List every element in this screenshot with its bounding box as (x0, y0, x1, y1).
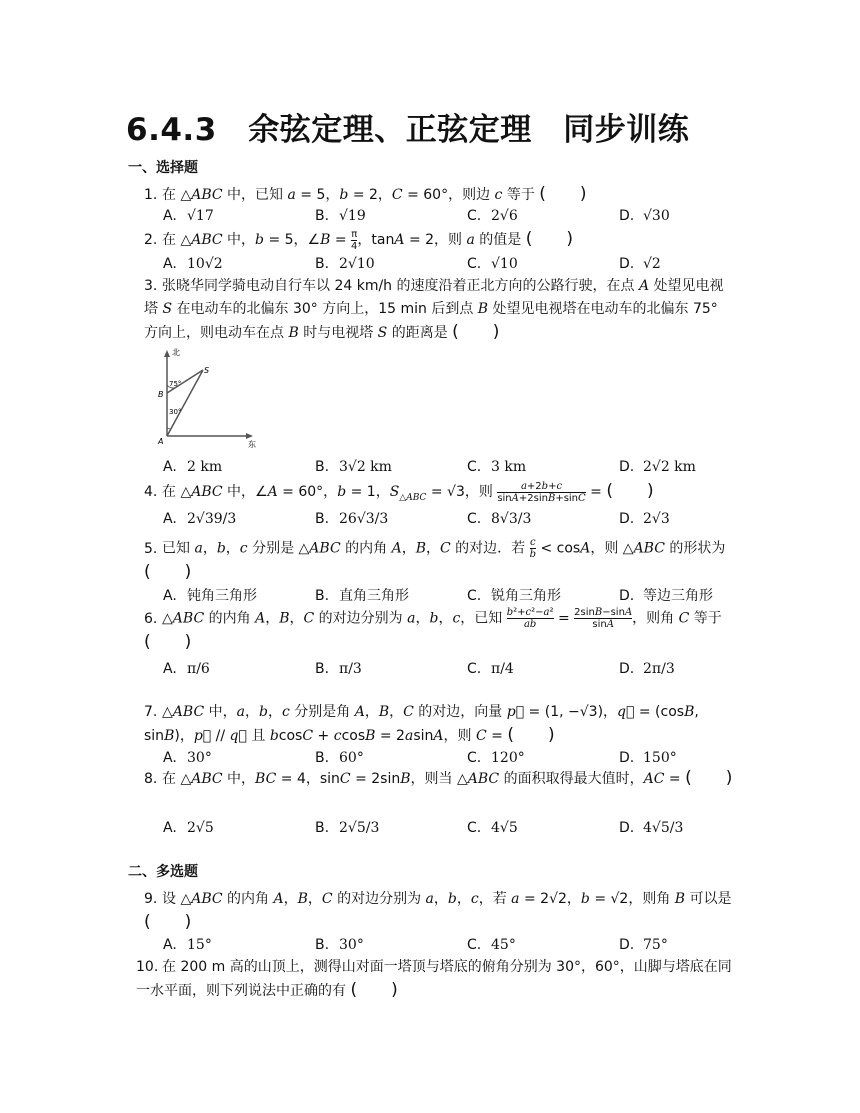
east-label: 东 (248, 440, 256, 448)
angle-75-label: 75° (169, 380, 182, 388)
question-4: 4. 在 △ABC 中，∠A = 60°，b = 1，$S_{\triangle ABC} = √3$，则 $\frac{a+2b+c}{\sin A+2\sin B+\sin C}$ = ( ) (144, 480, 654, 504)
question-1: 1. 在 △ABC 中，已知 a = 5，b = 2，C = 60°，则边 c 等于 ( ) (144, 183, 734, 207)
direction-figure (155, 348, 260, 448)
option-c: C. 120° (467, 750, 525, 766)
option-d: D. 4√5/3 (619, 820, 684, 836)
option-b: B. 直角三角形 (315, 588, 409, 604)
north-label: 北 (172, 348, 180, 357)
question-10: 10. 在 200 m 高的山顶上，测得山对面一塔顶与塔底的俯角分别为 30°，60°，山脚与塔底在同一水平面，则下列说法中正确的有 ( ) (136, 959, 732, 1000)
option-a: A. π/6 (163, 661, 210, 677)
question-6: 6. △ABC 的内角 A，B，C 的对边分别为 a，b，c，已知 $\frac{\text{b²+c²−a²}}{ab}$ = $\frac{2\sin B-\sin A}{\sin A}$ ，则角 C 等于 ( ) (144, 607, 722, 652)
option-b: B. 30° (315, 937, 364, 953)
options-3 (163, 459, 763, 479)
option-c: C. 3 km (467, 459, 527, 475)
option-c: C. 45° (467, 937, 516, 953)
option-b: B. 2√5/3 (315, 820, 380, 836)
page-title: 6.4.3 余弦定理、正弦定理 同步训练 (126, 112, 690, 148)
option-b: B. √19 (315, 208, 366, 224)
options-5 (163, 585, 763, 605)
option-a: A. 2 km (163, 459, 223, 475)
question-number: 1. (144, 187, 158, 203)
option-b: B. 26√3/3 (315, 511, 389, 527)
options-2 (163, 256, 763, 276)
options-9 (163, 937, 763, 957)
option-a: A. 15° (163, 937, 212, 953)
option-a: A. √17 (163, 208, 214, 224)
option-b: B. 60° (315, 750, 364, 766)
option-c: C. 4√5 (467, 820, 518, 836)
option-b: B. 3√2 km (315, 459, 392, 475)
options-8 (163, 820, 763, 840)
options-1 (163, 208, 763, 228)
option-d: D. 等边三角形 (619, 588, 713, 604)
option-d: D. √2 (619, 256, 661, 272)
option-d: D. 2√3 (619, 511, 670, 527)
option-c: C. 8√3/3 (467, 511, 532, 527)
point-s-label: S (204, 366, 210, 375)
question-2: 2. 在 △ABC 中，b = 5，∠B = $\frac{\pi}{4}$ ，tanA = 2，则 a 的值是 ( ) (144, 228, 574, 252)
option-d: D. 2√2 km (619, 459, 696, 475)
angle-30-label: 30° (169, 408, 182, 416)
options-6 (163, 661, 763, 681)
option-a: A. 30° (163, 750, 212, 766)
option-d: D. 75° (619, 937, 668, 953)
point-a-label: A (158, 437, 164, 446)
section-multi-choice: 二、多选题 (128, 864, 198, 880)
section-single-choice: 一、选择题 (128, 160, 198, 176)
option-a: A. 2√5 (163, 820, 214, 836)
option-d: D. √30 (619, 208, 670, 224)
option-a: A. 10√2 (163, 256, 223, 272)
options-4 (163, 511, 763, 531)
question-5: 5. 已知 a，b，c 分别是 △ABC 的内角 A，B，C 的对边．若 $\frac{c}{b}$ < cosA，则 △ABC 的形状为 ( ) (144, 537, 726, 582)
option-c: C. 2√6 (467, 208, 518, 224)
question-8: 8. 在 △ABC 中，BC = 4，sinC = 2sinB，则当 △ABC 的面积取得最大值时，AC = ( ) (144, 768, 733, 788)
option-b: B. 2√10 (315, 256, 375, 272)
option-d: D. 150° (619, 750, 677, 766)
option-c: C. π/4 (467, 661, 514, 677)
question-9: 9. 设 △ABC 的内角 A，B，C 的对边分别为 a，b，c，若 a = 2√2，b = √2，则角 B 可以是 ( ) (144, 891, 732, 932)
option-c: C. √10 (467, 256, 518, 272)
question-7: 7. △ABC 中，a，b，c 分别是角 A，B，C 的对边，向量 p⃗ = (1, −√3)，q⃗ = (cosB, sinB)，p⃗ // q⃗ 且 bcosC + ccosB = 2asinA，则 C = ( ) (144, 704, 699, 745)
question-3: 3. 张晓华同学骑电动自行车以 24 km/h 的速度沿着正北方向的公路行驶，在点 A 处望见电视塔 S 在电动车的北偏东 30° 方向上，15 min 后到点 B 处望见电视塔在电动车的北偏东 75° 方向上，则电动车在点 B 时与电视塔 S 的距离是 ( ) (144, 278, 724, 342)
option-c: C. 锐角三角形 (467, 588, 561, 604)
option-b: B. π/3 (315, 661, 362, 677)
point-b-label: B (158, 390, 164, 399)
option-a: A. 2√39/3 (163, 511, 237, 527)
option-a: A. 钝角三角形 (163, 588, 257, 604)
option-d: D. 2π/3 (619, 661, 675, 677)
